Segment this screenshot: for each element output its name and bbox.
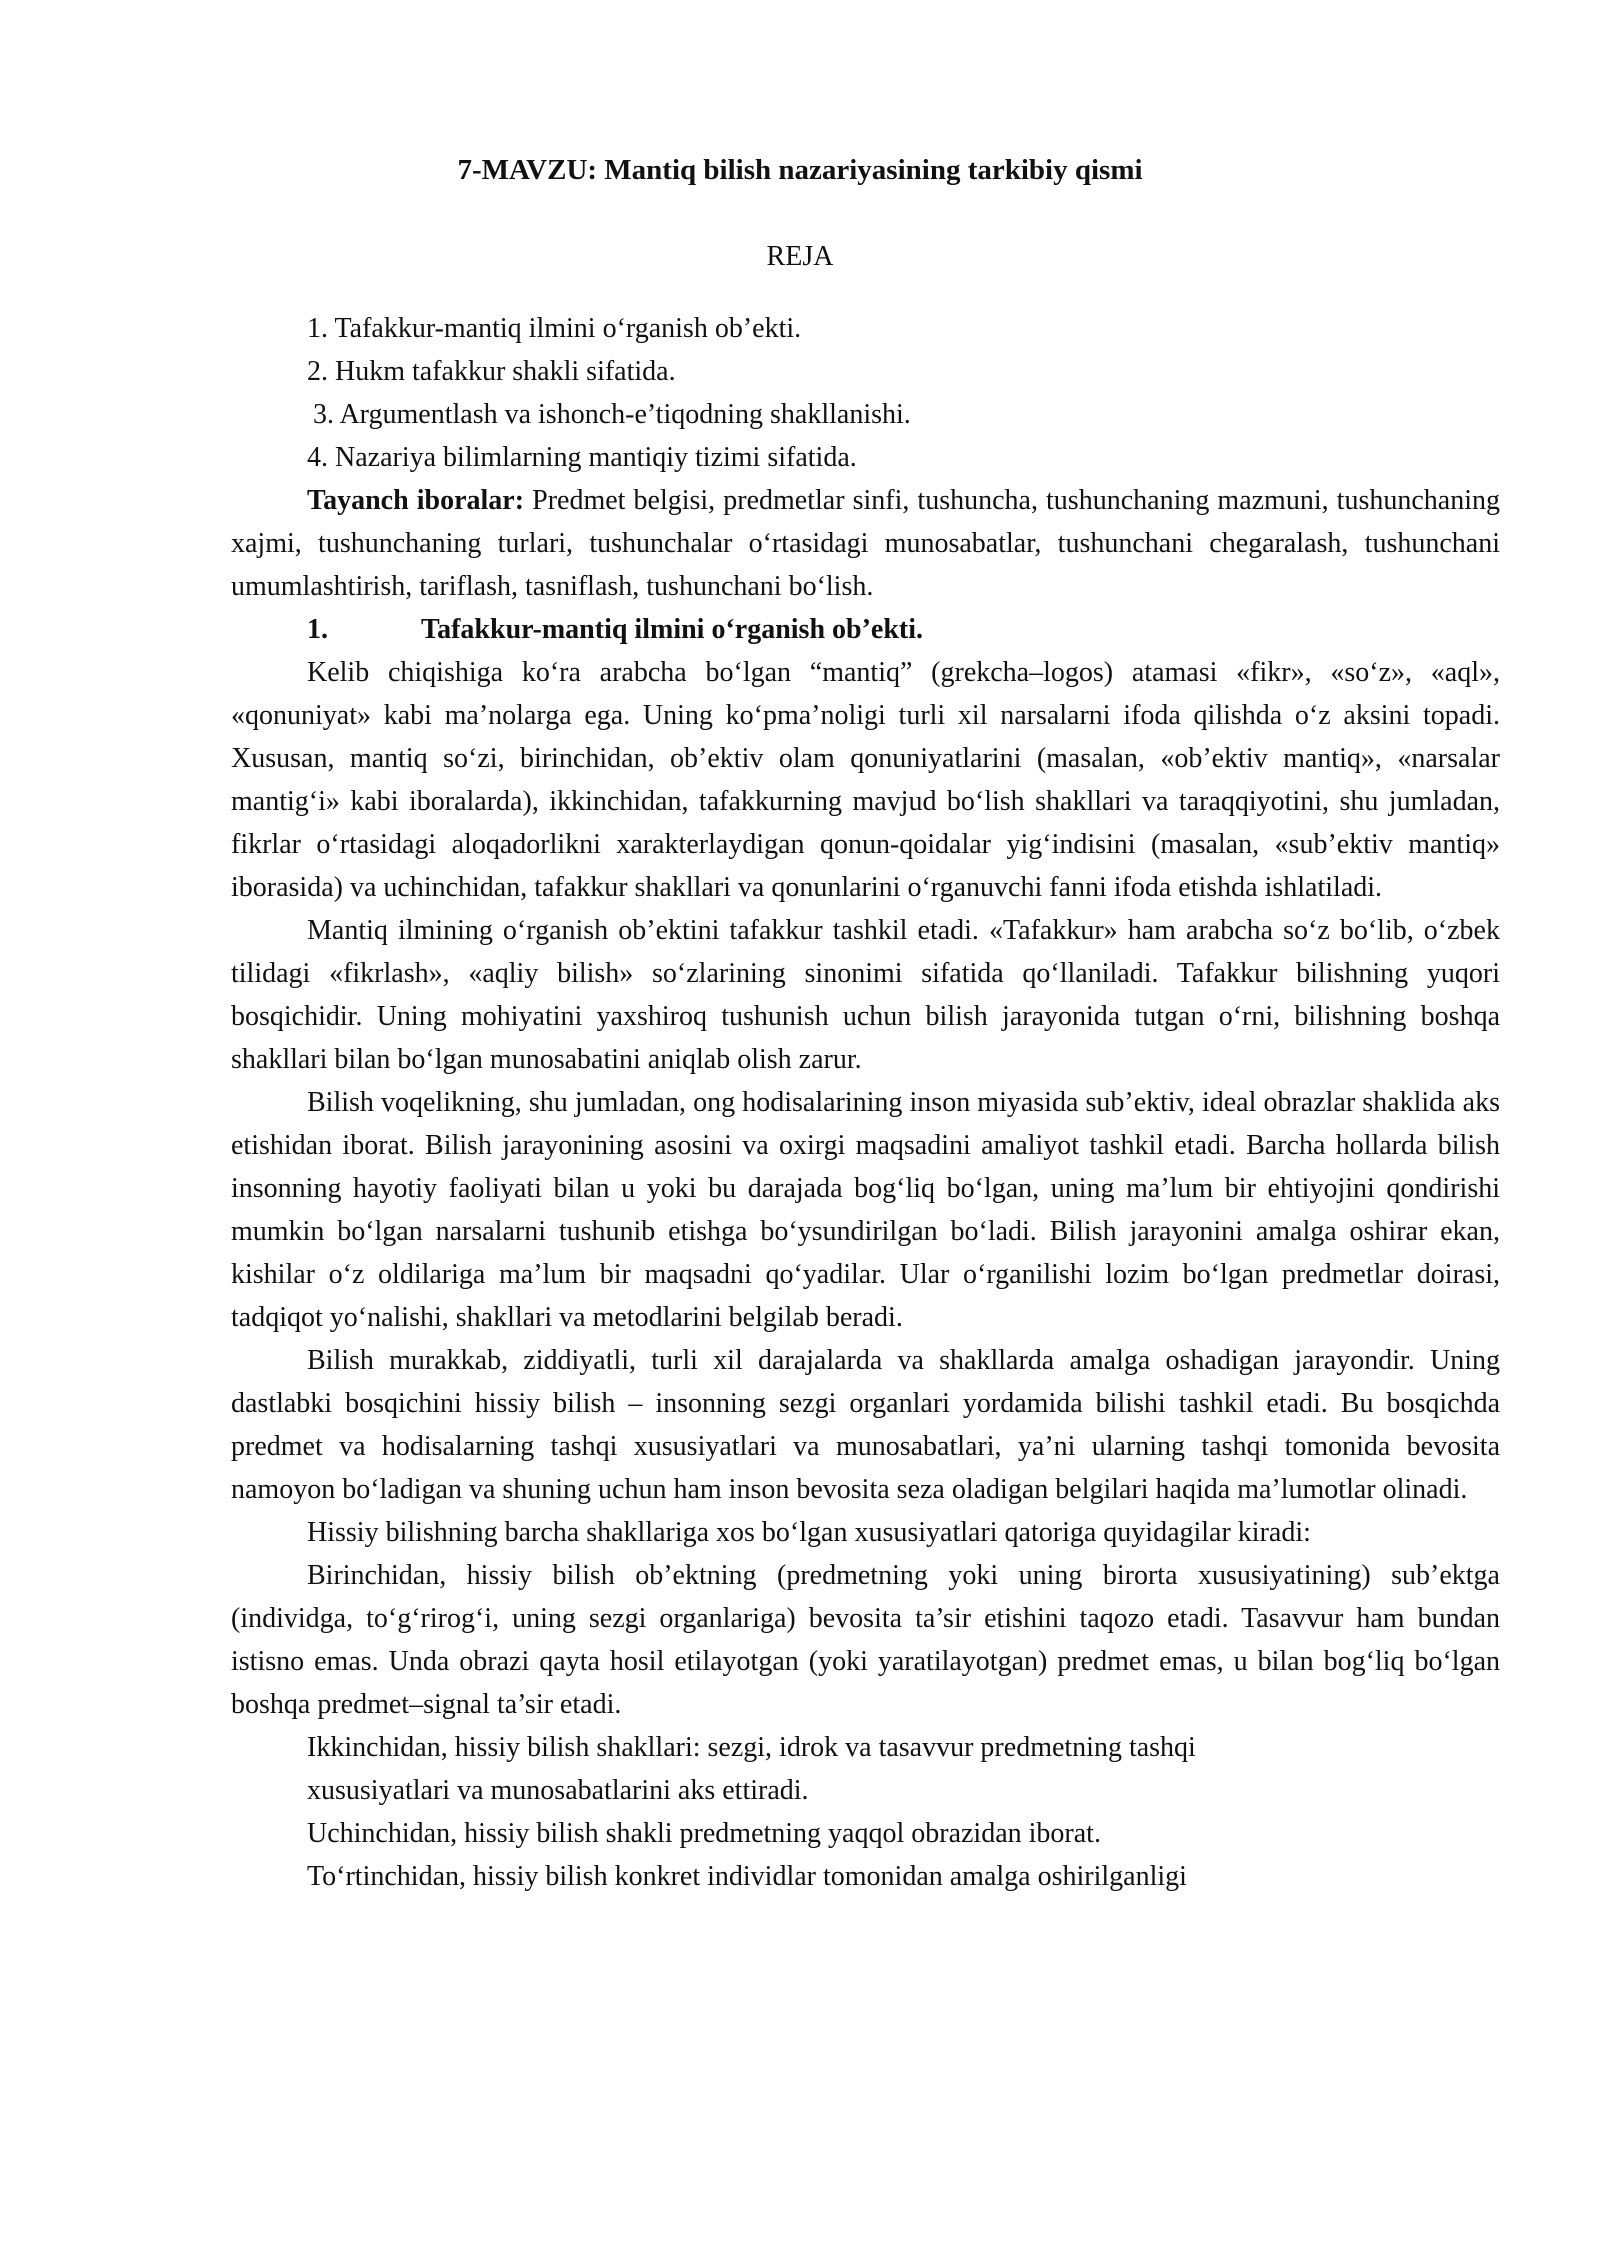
keywords-paragraph [231, 479, 1500, 608]
section-number: 1. [307, 614, 328, 645]
paragraph: Mantiq ilmining o‘rganish ob’ektini tafakkur tashkil etadi. «Tafakkur» ham arabcha so‘z bo‘lib, o‘zbek tilidagi «fikrlash», «aqliy bilish» so‘zlarining sinonimi sifatida qo‘llaniladi. Tafakkur bilishning yuqori bosqichidir. Uning mohiyatini yaxshiroq tushunish uchun bilish jarayonida tutgan o‘rni, bilishning boshqa shakllari bilan bo‘lgan munosabatini aniqlab olish zarur. [231, 915, 1500, 1075]
paragraph: Bilish voqelikning, shu jumladan, ong hodisalarining inson miyasida sub’ektiv, ideal obrazlar shaklida aks etishidan iborat. Bilish jarayonining asosini va oxirgi maqsadini amaliyot tashkil etadi. Barcha hollarda bilish insonning hayotiy faoliyati bilan u yoki bu darajada bog‘liq bo‘lgan, uning ma’lum bir ehtiyojini qondirishi mumkin bo‘lgan narsalarni tushunib etishga bo‘ysundirilgan bo‘ladi. Bilish jarayonini amalga oshirar ekan, kishilar o‘z oldilariga ma’lum bir maqsadni qo‘yadilar. Ular o‘rganilishi lozim bo‘lgan predmetlar doirasi, tadqiqot yo‘nalishi, shakllari va metodlarini belgilab beradi. [231, 1087, 1500, 1333]
plan-item-3: 3. Argumentlash va ishonch-e’tiqodning shakllanishi. [313, 399, 911, 430]
paragraph: Birinchidan, hissiy bilish ob’ektning (predmetning yoki uning birorta xususiyatining) sub’ektga (individga, to‘g‘rirog‘i, uning sezgi organlariga) bevosita ta’sir etishini taqozo etadi. Tasavvur ham bundan istisno emas. Unda obrazi qayta hosil etilayotgan (yoki yaratilayotgan) predmet emas, u bilan bog‘liq bo‘lgan boshqa predmet–signal ta’sir etadi. [231, 1560, 1500, 1720]
keywords-label: Tayanch iboralar: [307, 485, 525, 516]
plan-heading: REJA [766, 241, 834, 272]
keywords-text: Predmet belgisi, predmetlar sinfi, tushuncha, tushunchaning mazmuni, tushunchaning xajmi, tushunchaning turlari, tushunchalar o‘rtasidagi munosabatlar, tushunchani chegaralash, tushunchani umumlashtirish, tariflash, tasniflash, tushunchani bo‘lish. [231, 485, 1500, 602]
page-title: 7-MAVZU: Mantiq bilish nazariyasining tarkibiy qismi [457, 154, 1143, 186]
document-body [231, 307, 1500, 1898]
paragraph: Kelib chiqishiga ko‘ra arabcha bo‘lgan “mantiq” (grekcha–logos) atamasi «fikr», «so‘z», «aql», «qonuniyat» kabi ma’nolarga ega. Uning ko‘pma’noligi turli xil narsalarni ifoda qilishda o‘z aksini topadi. Xususan, mantiq so‘zi, birinchidan, ob’ektiv olam qonuniyatlarini (masalan, «ob’ektiv mantiq», «narsalar mantig‘i» kabi iboralarda), ikkinchidan, tafakkurning mavjud bo‘lish shakllari va taraqqiyotini, shu jumladan, fikrlar o‘rtasidagi aloqadorlikni xarakterlaydigan qonun-qoidalar yig‘indisini (masalan, «sub’ektiv mantiq» iborasida) va uchinchidan, tafakkur shakllari va qonunlarini o‘rganuvchi fanni ifoda etishda ishlatiladi. [231, 657, 1500, 903]
text-line: Uchinchidan, hissiy bilish shakli predmetning yaqqol obrazidan iborat. [307, 1818, 1101, 1849]
section-title: Tafakkur-mantiq ilmini o‘rganish ob’ekti. [421, 614, 924, 645]
text-line: Ikkinchidan, hissiy bilish shakllari: sezgi, idrok va tasavvur predmetning tashqi [307, 1732, 1196, 1763]
text-line: xususiyatlari va munosabatlarini aks ettiradi. [307, 1775, 809, 1806]
text-line: To‘rtinchidan, hissiy bilish konkret individlar tomonidan amalga oshirilganligi [307, 1861, 1187, 1892]
plan-item-1: 1. Tafakkur-mantiq ilmini o‘rganish ob’ekti. [307, 313, 802, 344]
paragraph: Bilish murakkab, ziddiyatli, turli xil darajalarda va shakllarda amalga oshadigan jarayondir. Uning dastlabki bosqichini hissiy bilish – insonning sezgi organlari yordamida bilishi tashkil etadi. Bu bosqichda predmet va hodisalarning tashqi xususiyatlari va munosabatlari, ya’ni ularning tashqi tomonida bevosita namoyon bo‘ladigan va shuning uchun ham inson bevosita seza oladigan belgilari haqida ma’lumotlar olinadi. [231, 1345, 1500, 1505]
plan-item-4: 4. Nazariya bilimlarning mantiqiy tizimi sifatida. [307, 442, 857, 473]
section-heading [231, 608, 1500, 651]
plan-item-2: 2. Hukm tafakkur shakli sifatida. [307, 356, 676, 387]
paragraph: Hissiy bilishning barcha shakllariga xos bo‘lgan xususiyatlari qatoriga quyidagilar kiradi: [307, 1517, 1311, 1548]
